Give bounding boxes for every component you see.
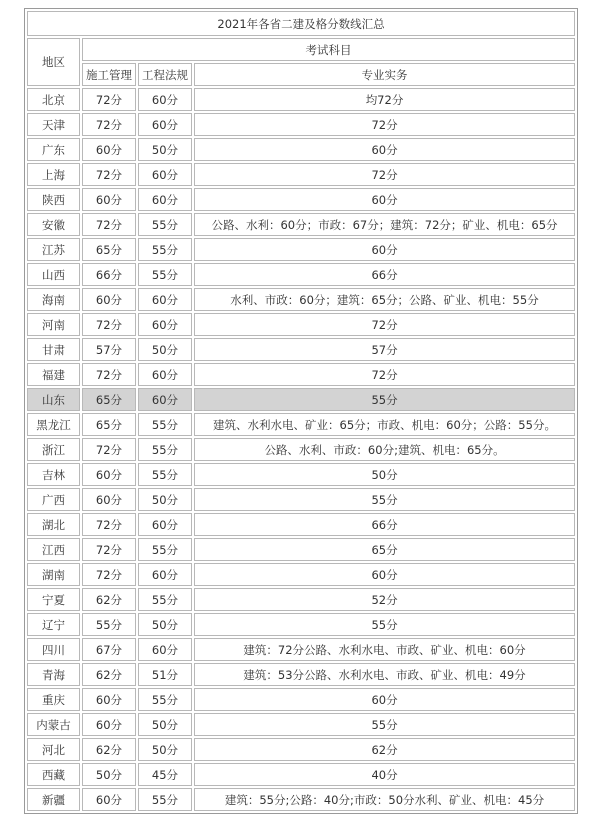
cell-regulations: 50分 (138, 488, 192, 511)
cell-region: 甘肃 (27, 338, 80, 361)
cell-professional: 72分 (194, 163, 575, 186)
table-row (27, 688, 575, 711)
cell-regulations: 60分 (138, 188, 192, 211)
cell-regulations: 60分 (138, 88, 192, 111)
cell-regulations: 60分 (138, 388, 192, 411)
cell-construction-management: 60分 (82, 188, 136, 211)
table-row (27, 713, 575, 736)
table-row (27, 163, 575, 186)
cell-professional: 均72分 (194, 88, 575, 111)
cell-construction-management: 72分 (82, 163, 136, 186)
cell-professional: 建筑、水利水电、矿业：65分；市政、机电：60分；公路：55分。 (194, 413, 575, 436)
cell-construction-management: 65分 (82, 388, 136, 411)
table-row (27, 463, 575, 486)
header-row-2 (27, 63, 575, 86)
cell-professional: 55分 (194, 613, 575, 636)
cell-professional: 55分 (194, 713, 575, 736)
table-row (27, 88, 575, 111)
cell-regulations: 55分 (138, 463, 192, 486)
cell-professional: 60分 (194, 563, 575, 586)
table-row (27, 213, 575, 236)
cell-construction-management: 62分 (82, 663, 136, 686)
cell-construction-management: 72分 (82, 88, 136, 111)
cell-region: 江西 (27, 538, 80, 561)
cell-regulations: 55分 (138, 538, 192, 561)
header-region: 地区 (27, 38, 80, 86)
table-row (27, 763, 575, 786)
cell-region: 山西 (27, 263, 80, 286)
cell-regulations: 55分 (138, 238, 192, 261)
cell-professional: 60分 (194, 188, 575, 211)
cell-region: 山东 (27, 388, 80, 411)
cell-regulations: 50分 (138, 138, 192, 161)
cell-regulations: 55分 (138, 588, 192, 611)
cell-construction-management: 55分 (82, 613, 136, 636)
table-row (27, 238, 575, 261)
table-row (27, 363, 575, 386)
cell-region: 福建 (27, 363, 80, 386)
cell-professional: 60分 (194, 238, 575, 261)
cell-construction-management: 72分 (82, 438, 136, 461)
cell-construction-management: 60分 (82, 138, 136, 161)
cell-regulations: 60分 (138, 363, 192, 386)
cell-region: 重庆 (27, 688, 80, 711)
table-title: 2021年各省二建及格分数线汇总 (27, 11, 575, 36)
cell-construction-management: 57分 (82, 338, 136, 361)
cell-professional: 公路、水利：60分；市政：67分；建筑：72分；矿业、机电：65分 (194, 213, 575, 236)
cell-construction-management: 72分 (82, 363, 136, 386)
table-row (27, 588, 575, 611)
cell-construction-management: 60分 (82, 788, 136, 811)
cell-region: 广东 (27, 138, 80, 161)
table-row (27, 338, 575, 361)
cell-regulations: 45分 (138, 763, 192, 786)
cell-construction-management: 60分 (82, 688, 136, 711)
header-construction-management: 施工管理 (82, 63, 136, 86)
cell-professional: 建筑：72分公路、水利水电、市政、矿业、机电：60分 (194, 638, 575, 661)
cell-region: 湖北 (27, 513, 80, 536)
header-row-1 (27, 38, 575, 61)
table-row (27, 513, 575, 536)
table-row (27, 388, 575, 411)
cell-construction-management: 66分 (82, 263, 136, 286)
cell-construction-management: 72分 (82, 313, 136, 336)
cell-region: 陕西 (27, 188, 80, 211)
cell-professional: 72分 (194, 113, 575, 136)
header-professional: 专业实务 (194, 63, 575, 86)
cell-region: 黑龙江 (27, 413, 80, 436)
cell-region: 四川 (27, 638, 80, 661)
cell-regulations: 55分 (138, 688, 192, 711)
cell-region: 广西 (27, 488, 80, 511)
cell-professional: 66分 (194, 263, 575, 286)
cell-region: 湖南 (27, 563, 80, 586)
header-regulations: 工程法规 (138, 63, 192, 86)
cell-professional: 65分 (194, 538, 575, 561)
cell-professional: 72分 (194, 363, 575, 386)
cell-region: 吉林 (27, 463, 80, 486)
cell-construction-management: 50分 (82, 763, 136, 786)
cell-region: 天津 (27, 113, 80, 136)
table-row (27, 138, 575, 161)
score-table-container (24, 8, 574, 814)
cell-regulations: 55分 (138, 213, 192, 236)
cell-construction-management: 60分 (82, 463, 136, 486)
cell-professional: 建筑：55分;公路：40分;市政：50分水利、矿业、机电：45分 (194, 788, 575, 811)
cell-regulations: 50分 (138, 338, 192, 361)
cell-professional: 60分 (194, 688, 575, 711)
cell-regulations: 60分 (138, 313, 192, 336)
table-row (27, 438, 575, 461)
table-row (27, 313, 575, 336)
cell-professional: 60分 (194, 138, 575, 161)
cell-regulations: 50分 (138, 613, 192, 636)
table-row (27, 563, 575, 586)
cell-region: 北京 (27, 88, 80, 111)
table-row (27, 113, 575, 136)
cell-region: 西藏 (27, 763, 80, 786)
cell-regulations: 50分 (138, 713, 192, 736)
table-row (27, 413, 575, 436)
table-title-row (27, 11, 575, 36)
cell-professional: 52分 (194, 588, 575, 611)
table-row (27, 663, 575, 686)
table-row (27, 263, 575, 286)
table-row (27, 638, 575, 661)
cell-construction-management: 62分 (82, 588, 136, 611)
cell-construction-management: 67分 (82, 638, 136, 661)
table-row (27, 488, 575, 511)
cell-region: 海南 (27, 288, 80, 311)
cell-construction-management: 65分 (82, 413, 136, 436)
cell-regulations: 60分 (138, 638, 192, 661)
cell-professional: 40分 (194, 763, 575, 786)
cell-construction-management: 72分 (82, 563, 136, 586)
cell-construction-management: 72分 (82, 513, 136, 536)
cell-professional: 72分 (194, 313, 575, 336)
cell-region: 安徽 (27, 213, 80, 236)
cell-region: 宁夏 (27, 588, 80, 611)
score-table (24, 8, 578, 814)
cell-construction-management: 60分 (82, 488, 136, 511)
cell-professional: 55分 (194, 388, 575, 411)
cell-region: 河南 (27, 313, 80, 336)
cell-construction-management: 72分 (82, 213, 136, 236)
cell-construction-management: 60分 (82, 713, 136, 736)
table-row (27, 788, 575, 811)
cell-professional: 62分 (194, 738, 575, 761)
cell-professional: 57分 (194, 338, 575, 361)
cell-region: 青海 (27, 663, 80, 686)
table-row (27, 538, 575, 561)
cell-regulations: 60分 (138, 163, 192, 186)
cell-regulations: 55分 (138, 788, 192, 811)
cell-regulations: 51分 (138, 663, 192, 686)
cell-construction-management: 65分 (82, 238, 136, 261)
table-row (27, 613, 575, 636)
cell-region: 河北 (27, 738, 80, 761)
cell-region: 新疆 (27, 788, 80, 811)
cell-regulations: 55分 (138, 438, 192, 461)
cell-regulations: 60分 (138, 288, 192, 311)
cell-regulations: 60分 (138, 563, 192, 586)
cell-regulations: 60分 (138, 113, 192, 136)
cell-construction-management: 62分 (82, 738, 136, 761)
cell-regulations: 55分 (138, 263, 192, 286)
cell-region: 辽宁 (27, 613, 80, 636)
cell-region: 浙江 (27, 438, 80, 461)
cell-professional: 55分 (194, 488, 575, 511)
cell-professional: 50分 (194, 463, 575, 486)
header-subjects: 考试科目 (82, 38, 575, 61)
cell-professional: 66分 (194, 513, 575, 536)
cell-professional: 水利、市政：60分；建筑：65分；公路、矿业、机电：55分 (194, 288, 575, 311)
cell-professional: 建筑：53分公路、水利水电、市政、矿业、机电：49分 (194, 663, 575, 686)
cell-region: 上海 (27, 163, 80, 186)
cell-region: 江苏 (27, 238, 80, 261)
cell-construction-management: 72分 (82, 538, 136, 561)
table-row (27, 288, 575, 311)
cell-regulations: 55分 (138, 413, 192, 436)
cell-regulations: 60分 (138, 513, 192, 536)
cell-region: 内蒙古 (27, 713, 80, 736)
cell-construction-management: 72分 (82, 113, 136, 136)
cell-professional: 公路、水利、市政：60分;建筑、机电：65分。 (194, 438, 575, 461)
table-row (27, 188, 575, 211)
cell-construction-management: 60分 (82, 288, 136, 311)
table-row (27, 738, 575, 761)
cell-regulations: 50分 (138, 738, 192, 761)
